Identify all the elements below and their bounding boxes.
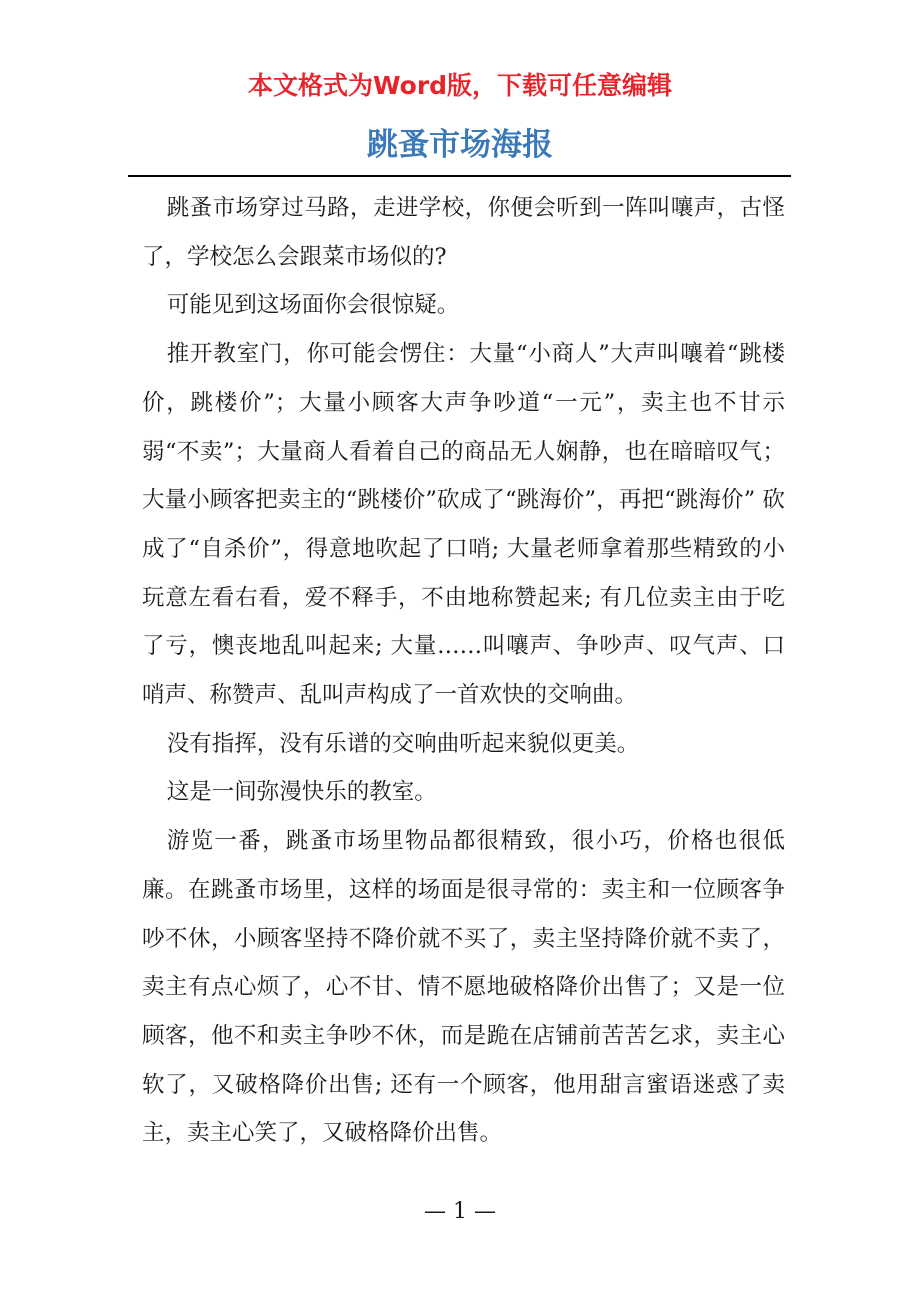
paragraph: 没有指挥，没有乐谱的交响曲听起来貌似更美。 xyxy=(166,730,640,757)
format-notice: 本文格式为Word版，下载可任意编辑 xyxy=(247,71,673,100)
paragraph: 跳蚤市场穿过马路，走进学校，你便会听到一阵叫嚷声，古怪了，学校怎么会跟菜市场似的? xyxy=(142,195,785,270)
paragraph: 推开教室门，你可能会愣住：大量“小商人”大声叫嚷着“跳楼价，跳楼价”；大量小顾客大声争吵道“一元”，卖主也不甘示弱“不卖”；大量商人看着自己的商品无人娴静，也在暗暗叹气；大量小顾客把卖主的“跳楼价”砍成了“跳海价”，再把“跳海价” 砍成了“自杀价”，得意地吹起了口哨; 大量老师拿着那些精致的小玩意左看右看，爱不释手，不由地称赞起来; 有几位卖主由于吃了亏，懊丧地乱叫起来; 大量……叫嚷声、争吵声、叹气声、口哨声、称赞声、乱叫声构成了一首欢快的交响曲。 xyxy=(142,341,785,709)
title-divider xyxy=(128,175,791,177)
paragraph: 这是一间弥漫快乐的教室。 xyxy=(166,779,437,806)
page-title: 跳蚤市场海报 xyxy=(367,127,553,163)
article-body xyxy=(142,184,785,1158)
paragraph: 可能见到这场面你会很惊疑。 xyxy=(166,292,460,319)
paragraph: 游览一番，跳蚤市场里物品都很精致，很小巧，价格也很低廉。在跳蚤市场里，这样的场面是很寻常的：卖主和一位顾客争吵不休，小顾客坚持不降价就不买了，卖主坚持降价就不卖了，卖主有点心烦了，心不甘、情不愿地破格降价出售了；又是一位顾客，他不和卖主争吵不休，而是跪在店铺前苦苦乞求，卖主心软了，又破格降价出售; 还有一个顾客，他用甜言蜜语迷惑了卖主，卖主心笑了，又破格降价出售。 xyxy=(142,828,785,1147)
page-number: — 1 — xyxy=(424,1199,496,1224)
